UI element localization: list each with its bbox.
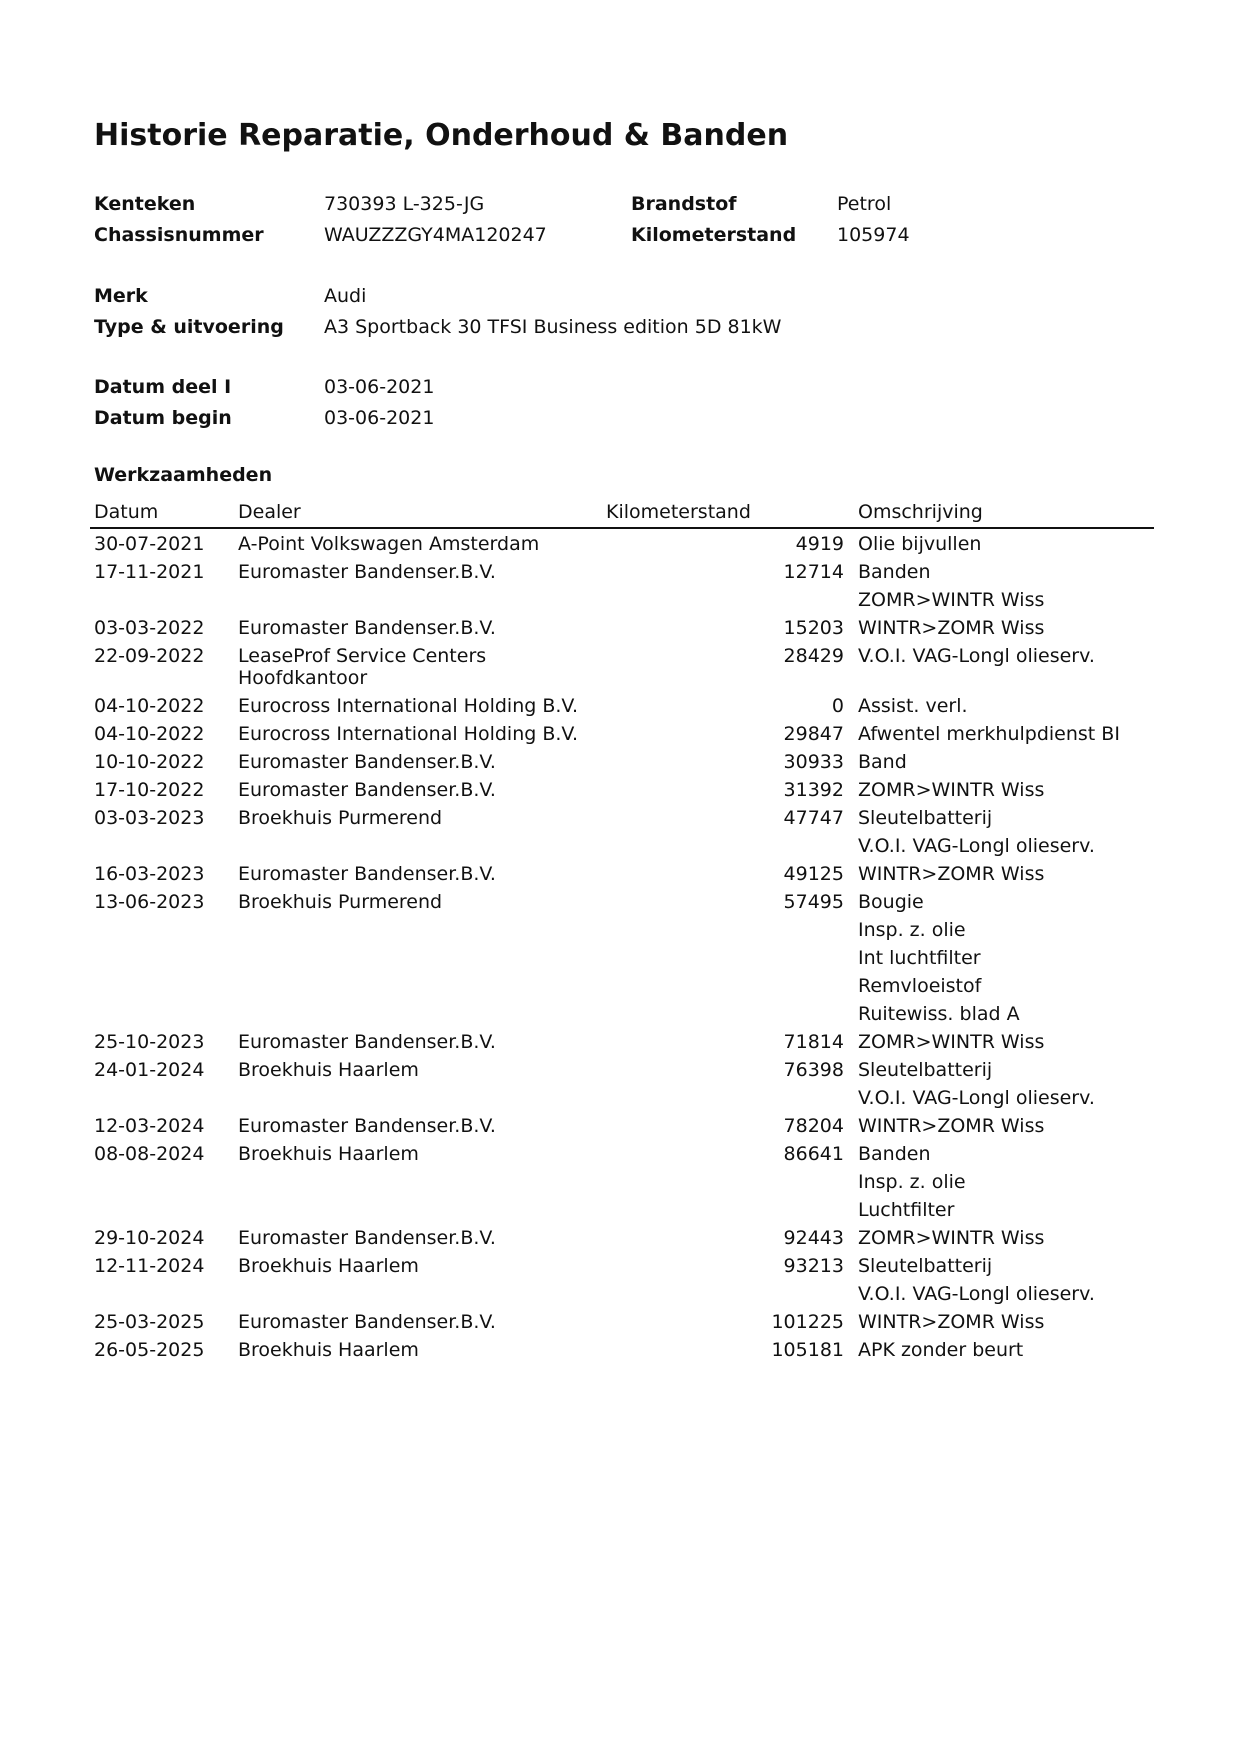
- row-omschrijving: Olie bijvullen: [858, 533, 982, 555]
- row-omschrijving: ZOMR>WINTR Wiss: [858, 589, 1045, 611]
- row-dealer: [234, 915, 602, 943]
- table-row: [90, 1083, 1154, 1111]
- row-datum: 03-03-2023: [94, 807, 205, 829]
- row-dealer: Eurocross International Holding B.V.: [238, 695, 579, 717]
- info-row-chassis: [94, 220, 1154, 251]
- row-omschrijving: Banden: [858, 561, 931, 583]
- row-dealer: Euromaster Bandenser.B.V.: [238, 1031, 496, 1053]
- row-omschrijving: Banden: [858, 1143, 931, 1165]
- row-kilometerstand: [602, 999, 854, 1027]
- page-title: Historie Reparatie, Onderhoud & Banden: [94, 118, 789, 153]
- row-dealer: A-Point Volkswagen Amsterdam: [238, 533, 540, 555]
- row-datum: 10-10-2022: [94, 751, 205, 773]
- row-omschrijving: APK zonder beurt: [858, 1339, 1024, 1361]
- row-dealer: Broekhuis Purmerend: [238, 807, 443, 829]
- kilometerstand-label: Kilometerstand: [631, 224, 797, 246]
- row-omschrijving: Int luchtfilter: [858, 947, 981, 969]
- row-dealer: Euromaster Bandenser.B.V.: [238, 863, 496, 885]
- table-row: [90, 1335, 1154, 1363]
- row-dealer: [234, 585, 602, 613]
- table-row: [90, 747, 1154, 775]
- row-dealer: Euromaster Bandenser.B.V.: [238, 617, 496, 639]
- vehicle-ids: [94, 189, 1154, 251]
- row-dealer: Euromaster Bandenser.B.V.: [238, 1311, 496, 1333]
- row-omschrijving: V.O.I. VAG-Longl olieserv.: [858, 645, 1095, 667]
- table-row: [90, 1027, 1154, 1055]
- row-omschrijving: Insp. z. olie: [858, 919, 966, 941]
- table-row: [90, 557, 1154, 585]
- row-datum: 04-10-2022: [94, 723, 205, 745]
- info-row-datum-begin: [94, 403, 1154, 434]
- row-datum: 12-03-2024: [94, 1115, 205, 1137]
- row-kilometerstand: 29847: [783, 723, 844, 745]
- chassis-label: Chassisnummer: [94, 224, 264, 246]
- table-row: [90, 859, 1154, 887]
- info-row-kenteken: [94, 189, 1154, 220]
- row-kilometerstand: 49125: [783, 863, 844, 885]
- row-datum: [90, 943, 234, 971]
- table-row: [90, 1055, 1154, 1083]
- row-kilometerstand: [602, 943, 854, 971]
- row-datum: 17-11-2021: [94, 561, 205, 583]
- row-datum: [90, 915, 234, 943]
- row-omschrijving: Band: [858, 751, 907, 773]
- table-row: [90, 1139, 1154, 1167]
- row-datum: 16-03-2023: [94, 863, 205, 885]
- table-row: [90, 971, 1154, 999]
- row-dealer: Euromaster Bandenser.B.V.: [238, 1227, 496, 1249]
- row-omschrijving: Sleutelbatterij: [858, 807, 993, 829]
- chassis-value: WAUZZZGY4MA120247: [324, 224, 547, 246]
- row-datum: [90, 1083, 234, 1111]
- datum-begin-value: 03-06-2021: [324, 407, 435, 429]
- werkzaamheden-heading: Werkzaamheden: [94, 464, 273, 486]
- row-omschrijving: V.O.I. VAG-Longl olieserv.: [858, 835, 1095, 857]
- row-kilometerstand: 57495: [783, 891, 844, 913]
- row-kilometerstand: [602, 971, 854, 999]
- row-omschrijving: V.O.I. VAG-Longl olieserv.: [858, 1087, 1095, 1109]
- row-kilometerstand: 28429: [783, 645, 844, 667]
- row-dealer: [234, 1195, 602, 1223]
- row-omschrijving: Afwentel merkhulpdienst BI: [858, 723, 1120, 745]
- row-omschrijving: ZOMR>WINTR Wiss: [858, 779, 1045, 801]
- row-omschrijving: Luchtfilter: [858, 1199, 955, 1221]
- row-kilometerstand: 15203: [783, 617, 844, 639]
- table-row: [90, 691, 1154, 719]
- kenteken-value: 730393 L-325-JG: [324, 193, 485, 215]
- row-dealer: Broekhuis Haarlem: [238, 1059, 419, 1081]
- row-kilometerstand: [602, 1279, 854, 1307]
- row-dealer: [234, 831, 602, 859]
- type-value: A3 Sportback 30 TFSI Business edition 5D 81kW: [324, 316, 782, 338]
- row-omschrijving: WINTR>ZOMR Wiss: [858, 1311, 1045, 1333]
- row-dealer: Broekhuis Haarlem: [238, 1255, 419, 1277]
- row-datum: [90, 585, 234, 613]
- table-row: [90, 943, 1154, 971]
- row-dealer: Broekhuis Purmerend: [238, 891, 443, 913]
- table-row: [90, 831, 1154, 859]
- row-datum: 04-10-2022: [94, 695, 205, 717]
- merk-label: Merk: [94, 285, 148, 307]
- row-kilometerstand: [602, 831, 854, 859]
- table-row: [90, 1223, 1154, 1251]
- row-dealer: Broekhuis Haarlem: [238, 1143, 419, 1165]
- table-row: [90, 719, 1154, 747]
- row-datum: 25-03-2025: [94, 1311, 205, 1333]
- row-omschrijving: Sleutelbatterij: [858, 1059, 993, 1081]
- type-label: Type & uitvoering: [94, 316, 284, 338]
- table-row: [90, 803, 1154, 831]
- row-dealer: [234, 1083, 602, 1111]
- row-datum: 03-03-2022: [94, 617, 205, 639]
- row-kilometerstand: 105181: [771, 1339, 844, 1361]
- row-kilometerstand: 0: [831, 695, 844, 717]
- row-dealer: [234, 1279, 602, 1307]
- row-datum: 26-05-2025: [94, 1339, 205, 1361]
- row-dealer: [234, 971, 602, 999]
- row-kilometerstand: [602, 585, 854, 613]
- row-kilometerstand: 101225: [771, 1311, 844, 1333]
- row-datum: [90, 1195, 234, 1223]
- row-kilometerstand: 12714: [783, 561, 844, 583]
- table-header-row: [90, 497, 1154, 528]
- vehicle-model: [94, 281, 1154, 343]
- row-dealer: [234, 1167, 602, 1195]
- row-kilometerstand: 31392: [783, 779, 844, 801]
- info-row-merk: [94, 281, 1154, 312]
- row-dealer: [234, 999, 602, 1027]
- row-dealer: Eurocross International Holding B.V.: [238, 723, 579, 745]
- row-kilometerstand: 78204: [783, 1115, 844, 1137]
- info-row-type: [94, 312, 1154, 343]
- table-row: [90, 641, 1154, 691]
- table-row: [90, 999, 1154, 1027]
- table-row: [90, 1279, 1154, 1307]
- row-omschrijving: Ruitewiss. blad A: [858, 1003, 1020, 1025]
- table-body: [90, 528, 1154, 1363]
- column-header-omschrijving: Omschrijving: [854, 497, 1154, 528]
- table-row: [90, 585, 1154, 613]
- row-datum: 24-01-2024: [94, 1059, 205, 1081]
- info-row-datum-deel-1: [94, 372, 1154, 403]
- kenteken-label: Kenteken: [94, 193, 196, 215]
- column-header-kilometerstand: Kilometerstand: [602, 497, 854, 528]
- row-kilometerstand: 93213: [783, 1255, 844, 1277]
- brandstof-label: Brandstof: [631, 193, 737, 215]
- datum-deel-1-label: Datum deel I: [94, 376, 232, 398]
- row-kilometerstand: 47747: [783, 807, 844, 829]
- vehicle-dates: [94, 372, 1154, 434]
- row-omschrijving: WINTR>ZOMR Wiss: [858, 863, 1045, 885]
- table-row: [90, 1167, 1154, 1195]
- row-omschrijving: Remvloeistof: [858, 975, 982, 997]
- row-omschrijving: WINTR>ZOMR Wiss: [858, 1115, 1045, 1137]
- table-row: [90, 1111, 1154, 1139]
- row-dealer: LeaseProf Service Centers Hoofdkantoor: [238, 645, 487, 689]
- row-dealer: [234, 943, 602, 971]
- row-omschrijving: WINTR>ZOMR Wiss: [858, 617, 1045, 639]
- table-row: [90, 528, 1154, 557]
- row-datum: [90, 1167, 234, 1195]
- table-row: [90, 915, 1154, 943]
- row-dealer: Broekhuis Haarlem: [238, 1339, 419, 1361]
- row-datum: [90, 999, 234, 1027]
- row-omschrijving: Sleutelbatterij: [858, 1255, 993, 1277]
- row-kilometerstand: [602, 1195, 854, 1223]
- row-datum: 17-10-2022: [94, 779, 205, 801]
- row-kilometerstand: 86641: [783, 1143, 844, 1165]
- table-row: [90, 1307, 1154, 1335]
- column-header-datum: Datum: [90, 497, 234, 528]
- row-datum: [90, 971, 234, 999]
- row-datum: 22-09-2022: [94, 645, 205, 667]
- row-dealer: Euromaster Bandenser.B.V.: [238, 751, 496, 773]
- column-header-dealer: Dealer: [234, 497, 602, 528]
- row-kilometerstand: [602, 1167, 854, 1195]
- row-kilometerstand: 4919: [795, 533, 844, 555]
- table-row: [90, 887, 1154, 915]
- row-omschrijving: Insp. z. olie: [858, 1171, 966, 1193]
- merk-value: Audi: [324, 285, 367, 307]
- row-datum: 30-07-2021: [94, 533, 205, 555]
- row-datum: 08-08-2024: [94, 1143, 205, 1165]
- kilometerstand-value: 105974: [837, 224, 910, 246]
- row-kilometerstand: [602, 1083, 854, 1111]
- row-datum: [90, 831, 234, 859]
- row-omschrijving: ZOMR>WINTR Wiss: [858, 1227, 1045, 1249]
- row-datum: 13-06-2023: [94, 891, 205, 913]
- row-dealer: Euromaster Bandenser.B.V.: [238, 561, 496, 583]
- table-row: [90, 1251, 1154, 1279]
- row-kilometerstand: [602, 915, 854, 943]
- werkzaamheden-table: [90, 497, 1154, 1363]
- row-datum: [90, 1279, 234, 1307]
- brandstof-value: Petrol: [837, 193, 892, 215]
- datum-deel-1-value: 03-06-2021: [324, 376, 435, 398]
- row-dealer: Euromaster Bandenser.B.V.: [238, 779, 496, 801]
- row-omschrijving: Bougie: [858, 891, 924, 913]
- table-row: [90, 613, 1154, 641]
- row-datum: 29-10-2024: [94, 1227, 205, 1249]
- table-row: [90, 775, 1154, 803]
- datum-begin-label: Datum begin: [94, 407, 232, 429]
- row-kilometerstand: 76398: [783, 1059, 844, 1081]
- row-dealer: Euromaster Bandenser.B.V.: [238, 1115, 496, 1137]
- row-datum: 25-10-2023: [94, 1031, 205, 1053]
- row-kilometerstand: 71814: [783, 1031, 844, 1053]
- table-row: [90, 1195, 1154, 1223]
- row-omschrijving: V.O.I. VAG-Longl olieserv.: [858, 1283, 1095, 1305]
- row-kilometerstand: 92443: [783, 1227, 844, 1249]
- row-datum: 12-11-2024: [94, 1255, 205, 1277]
- row-omschrijving: Assist. verl.: [858, 695, 968, 717]
- row-omschrijving: ZOMR>WINTR Wiss: [858, 1031, 1045, 1053]
- row-kilometerstand: 30933: [783, 751, 844, 773]
